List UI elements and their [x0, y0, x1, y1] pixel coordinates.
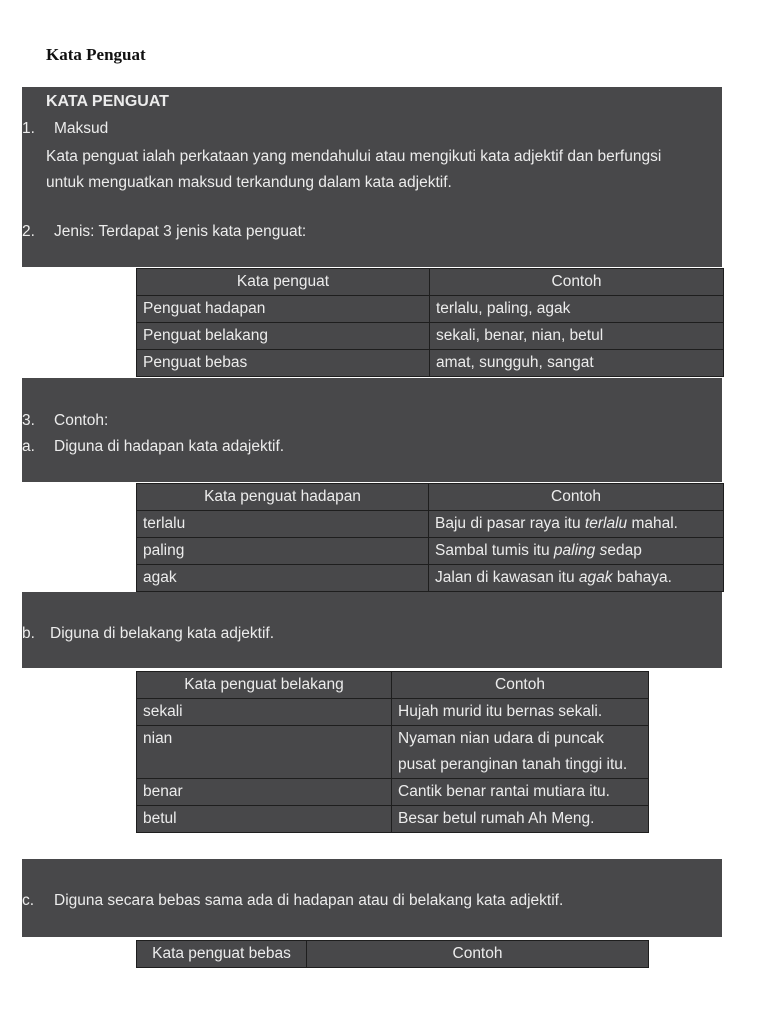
list-marker: 1.: [22, 120, 35, 137]
section-1-label: Maksud: [54, 120, 109, 137]
list-marker: c.: [22, 892, 35, 909]
table-header-row: [137, 269, 724, 296]
table-cell: amat, sungguh, sangat: [430, 350, 724, 377]
table-row: [137, 565, 724, 592]
table-cell: agak: [137, 565, 429, 592]
table-row: [137, 699, 649, 726]
section-band-item-b: [22, 592, 722, 668]
table-cell: Baju di pasar raya itu terlalu mahal.: [429, 511, 724, 538]
table-cell: paling: [137, 538, 429, 565]
table-cell: terlalu, paling, agak: [430, 296, 724, 323]
free-intensifier-table: [136, 940, 649, 968]
table-cell: sekali: [137, 699, 392, 726]
item-a-row: [22, 434, 722, 459]
section-3-label: Contoh:: [54, 412, 109, 429]
table-cell: Besar betul rumah Ah Meng.: [392, 806, 649, 833]
list-marker: a.: [22, 438, 35, 455]
table-cell: betul: [137, 806, 392, 833]
column-header: Kata penguat bebas: [137, 941, 307, 968]
definition-line-1: Kata penguat ialah perkataan yang mendahului atau mengikuti kata adjektif dan berfungsi: [46, 148, 662, 165]
table-cell: Sambal tumis itu paling sedap: [429, 538, 724, 565]
list-marker: 2.: [22, 223, 35, 240]
table-row: [137, 806, 649, 833]
column-header: Kata penguat: [137, 269, 430, 296]
table-row: [137, 296, 724, 323]
table-cell: Jalan di kawasan itu agak bahaya.: [429, 565, 724, 592]
column-header: Contoh: [429, 484, 724, 511]
table-cell: Cantik benar rantai mutiara itu.: [392, 779, 649, 806]
section-heading: KATA PENGUAT: [46, 93, 169, 110]
table-cell: terlalu: [137, 511, 429, 538]
item-a-label: Diguna di hadapan kata adajektif.: [54, 438, 285, 455]
table-cell: benar: [137, 779, 392, 806]
list-marker: b.: [22, 625, 35, 642]
section-2-row: [22, 219, 722, 244]
table-header-row: [137, 484, 724, 511]
table-row: [137, 350, 724, 377]
back-intensifier-table: [136, 671, 649, 833]
list-marker: 3.: [22, 412, 35, 429]
table-row: [137, 726, 649, 779]
section-2-label: Jenis: Terdapat 3 jenis kata penguat:: [54, 223, 307, 240]
column-header: Kata penguat belakang: [137, 672, 392, 699]
item-b-label: Diguna di belakang kata adjektif.: [50, 625, 275, 642]
column-header: Contoh: [430, 269, 724, 296]
table-cell: Penguat bebas: [137, 350, 430, 377]
section-1-row: [22, 116, 722, 141]
section-3-row: [22, 408, 722, 433]
document-title: Kata Penguat: [46, 45, 146, 64]
table-cell: Penguat hadapan: [137, 296, 430, 323]
table-cell: Penguat belakang: [137, 323, 430, 350]
table-row: [137, 511, 724, 538]
table-cell: nian: [137, 726, 392, 779]
column-header: Contoh: [392, 672, 649, 699]
table-header-row: [137, 941, 649, 968]
definition-line-2: untuk menguatkan maksud terkandung dalam kata adjektif.: [46, 174, 452, 191]
table-header-row: [137, 672, 649, 699]
column-header: Kata penguat hadapan: [137, 484, 429, 511]
front-intensifier-table: [136, 483, 724, 592]
table-cell: Nyaman nian udara di puncak pusat peranginan tanah tinggi itu.: [392, 726, 649, 779]
column-header: Contoh: [307, 941, 649, 968]
table-cell: sekali, benar, nian, betul: [430, 323, 724, 350]
types-table: [136, 268, 724, 377]
item-c-row: [22, 888, 722, 913]
item-b-row: [22, 621, 722, 646]
table-row: [137, 779, 649, 806]
table-cell: Hujah murid itu bernas sekali.: [392, 699, 649, 726]
section-band-examples: [22, 378, 722, 482]
item-c-label: Diguna secara bebas sama ada di hadapan atau di belakang kata adjektif.: [54, 892, 564, 909]
section-band-intro: [22, 87, 722, 267]
table-row: [137, 538, 724, 565]
section-band-item-c: [22, 859, 722, 937]
table-row: [137, 323, 724, 350]
